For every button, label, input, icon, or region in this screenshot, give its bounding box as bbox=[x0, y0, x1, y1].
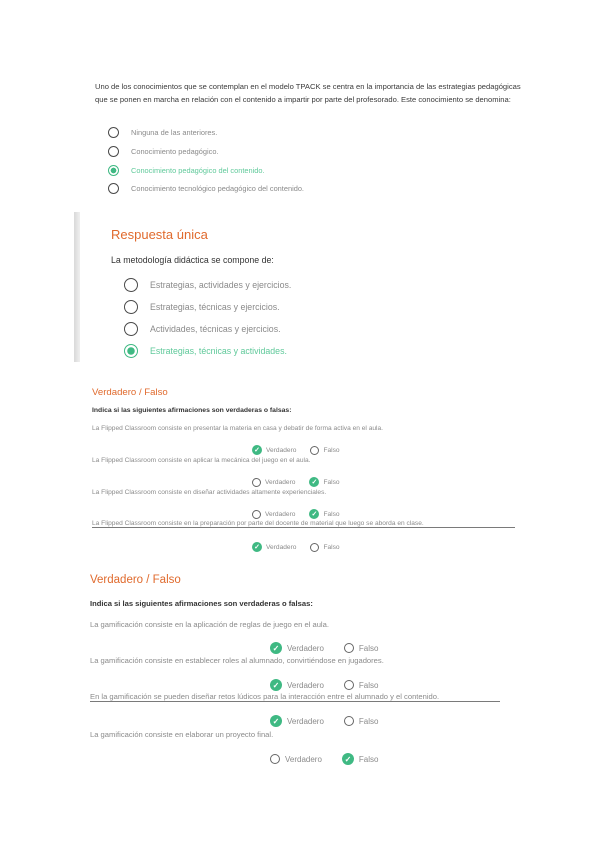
vf2-answer-4 bbox=[270, 753, 378, 765]
radio-button-selected[interactable] bbox=[124, 344, 138, 358]
vf1-instruction: Indica si las siguientes afirmaciones son verdaderas o falsas: bbox=[92, 407, 292, 414]
radio-empty-icon[interactable] bbox=[252, 510, 261, 519]
vf1-statement-3: La Flipped Classroom consiste en diseñar actividades altamente experienciales. bbox=[92, 489, 327, 496]
q1-option-4[interactable] bbox=[108, 183, 304, 194]
q1-option-1-label: Ninguna de las anteriores. bbox=[131, 128, 218, 137]
radio-button[interactable] bbox=[124, 322, 138, 336]
radio-button[interactable] bbox=[108, 183, 119, 194]
false-label: Falso bbox=[323, 510, 340, 518]
q1-option-2-label: Conocimiento pedagógico. bbox=[131, 147, 219, 156]
false-label: Falso bbox=[323, 478, 340, 486]
q2-option-2[interactable] bbox=[124, 300, 280, 314]
false-label: Falso bbox=[323, 446, 340, 454]
true-label: Verdadero bbox=[287, 680, 324, 690]
radio-button[interactable] bbox=[108, 127, 119, 138]
radio-button[interactable] bbox=[124, 278, 138, 292]
check-circle-icon[interactable]: ✓ bbox=[270, 642, 282, 654]
radio-button-selected[interactable] bbox=[108, 165, 119, 176]
q2-option-1-label: Estrategias, actividades y ejercicios. bbox=[150, 280, 292, 290]
q2-option-3[interactable] bbox=[124, 322, 281, 336]
vf2-instruction: Indica si las siguientes afirmaciones son verdaderas o falsas: bbox=[90, 599, 313, 608]
vf2-answer-2 bbox=[270, 679, 378, 691]
question-2-type-title: Respuesta única bbox=[111, 227, 208, 242]
false-label: Falso bbox=[358, 716, 379, 726]
q1-option-2[interactable] bbox=[108, 146, 219, 157]
radio-empty-icon[interactable] bbox=[344, 680, 354, 690]
vf1-answer-3 bbox=[252, 509, 340, 519]
true-label: Verdadero bbox=[265, 478, 296, 486]
radio-button[interactable] bbox=[108, 146, 119, 157]
q1-option-3-label: Conocimiento pedagógico del contenido. bbox=[131, 166, 265, 175]
radio-empty-icon[interactable] bbox=[310, 446, 319, 455]
radio-empty-icon[interactable] bbox=[344, 716, 354, 726]
radio-empty-icon[interactable] bbox=[310, 543, 319, 552]
vf2-title: Verdadero / Falso bbox=[90, 574, 181, 586]
radio-empty-icon[interactable] bbox=[270, 754, 280, 764]
vf1-title: Verdadero / Falso bbox=[92, 387, 168, 398]
radio-button[interactable] bbox=[124, 300, 138, 314]
false-label: Falso bbox=[358, 754, 379, 764]
q1-option-4-label: Conocimiento tecnológico pedagógico del contenido. bbox=[131, 184, 304, 193]
true-label: Verdadero bbox=[285, 754, 322, 764]
check-circle-icon[interactable]: ✓ bbox=[342, 753, 354, 765]
vf1-statement-4: La Flipped Classroom consiste en la preparación por parte del docente de material que luego se aborda en clase. bbox=[92, 520, 515, 528]
radio-empty-icon[interactable] bbox=[252, 478, 261, 487]
false-label: Falso bbox=[323, 543, 340, 551]
question-1-text: Uno de los conocimientos que se contemplan en el modelo TPACK se centra en la importancia de las estrategias pedagógicas que se ponen en marcha en relación con el contenido a impartir por parte del profesorado. Este conocimiento se denomina: bbox=[95, 82, 521, 104]
radio-empty-icon[interactable] bbox=[344, 643, 354, 653]
vf1-answer-2 bbox=[252, 477, 340, 487]
question-2-text: La metodología didáctica se compone de: bbox=[111, 255, 274, 265]
q2-option-4[interactable] bbox=[124, 344, 287, 358]
check-circle-icon[interactable]: ✓ bbox=[252, 542, 262, 552]
vf1-answer-1 bbox=[252, 445, 340, 455]
q2-option-2-label: Estrategias, técnicas y ejercicios. bbox=[150, 302, 280, 312]
true-label: Verdadero bbox=[266, 446, 297, 454]
true-label: Verdadero bbox=[266, 543, 297, 551]
false-label: Falso bbox=[358, 680, 379, 690]
vf2-answer-1 bbox=[270, 642, 378, 654]
true-label: Verdadero bbox=[265, 510, 296, 518]
vf1-statement-2: La Flipped Classroom consiste en aplicar la mecánica del juego en el aula. bbox=[92, 457, 311, 464]
vf2-statement-3: En la gamificación se pueden diseñar retos lúdicos para la interacción entre el alumnado y el contenido. bbox=[90, 692, 500, 702]
true-label: Verdadero bbox=[287, 716, 324, 726]
false-label: Falso bbox=[358, 643, 379, 653]
vf1-statement-1: La Flipped Classroom consiste en presentar la materia en casa y debatir de forma activa en el aula. bbox=[92, 425, 384, 432]
q2-option-3-label: Actividades, técnicas y ejercicios. bbox=[150, 324, 281, 334]
check-circle-icon[interactable]: ✓ bbox=[270, 715, 282, 727]
q2-option-1[interactable] bbox=[124, 278, 291, 292]
true-label: Verdadero bbox=[287, 643, 324, 653]
q2-option-4-label: Estrategias, técnicas y actividades. bbox=[150, 346, 287, 356]
check-circle-icon[interactable]: ✓ bbox=[252, 445, 262, 455]
q1-option-3[interactable] bbox=[108, 165, 265, 176]
q1-option-1[interactable] bbox=[108, 127, 217, 138]
vf2-statement-4: La gamificación consiste en elaborar un proyecto final. bbox=[90, 730, 274, 739]
vf1-answer-4 bbox=[252, 542, 340, 552]
vf2-answer-3 bbox=[270, 715, 378, 727]
vf2-statement-1: La gamificación consiste en la aplicación de reglas de juego en el aula. bbox=[90, 620, 329, 629]
check-circle-icon[interactable]: ✓ bbox=[309, 477, 319, 487]
check-circle-icon[interactable]: ✓ bbox=[270, 679, 282, 691]
check-circle-icon[interactable]: ✓ bbox=[309, 509, 319, 519]
vf2-statement-2: La gamificación consiste en establecer roles al alumnado, convirtiéndose en jugadores. bbox=[90, 656, 384, 665]
section-accent-bar bbox=[74, 212, 80, 362]
